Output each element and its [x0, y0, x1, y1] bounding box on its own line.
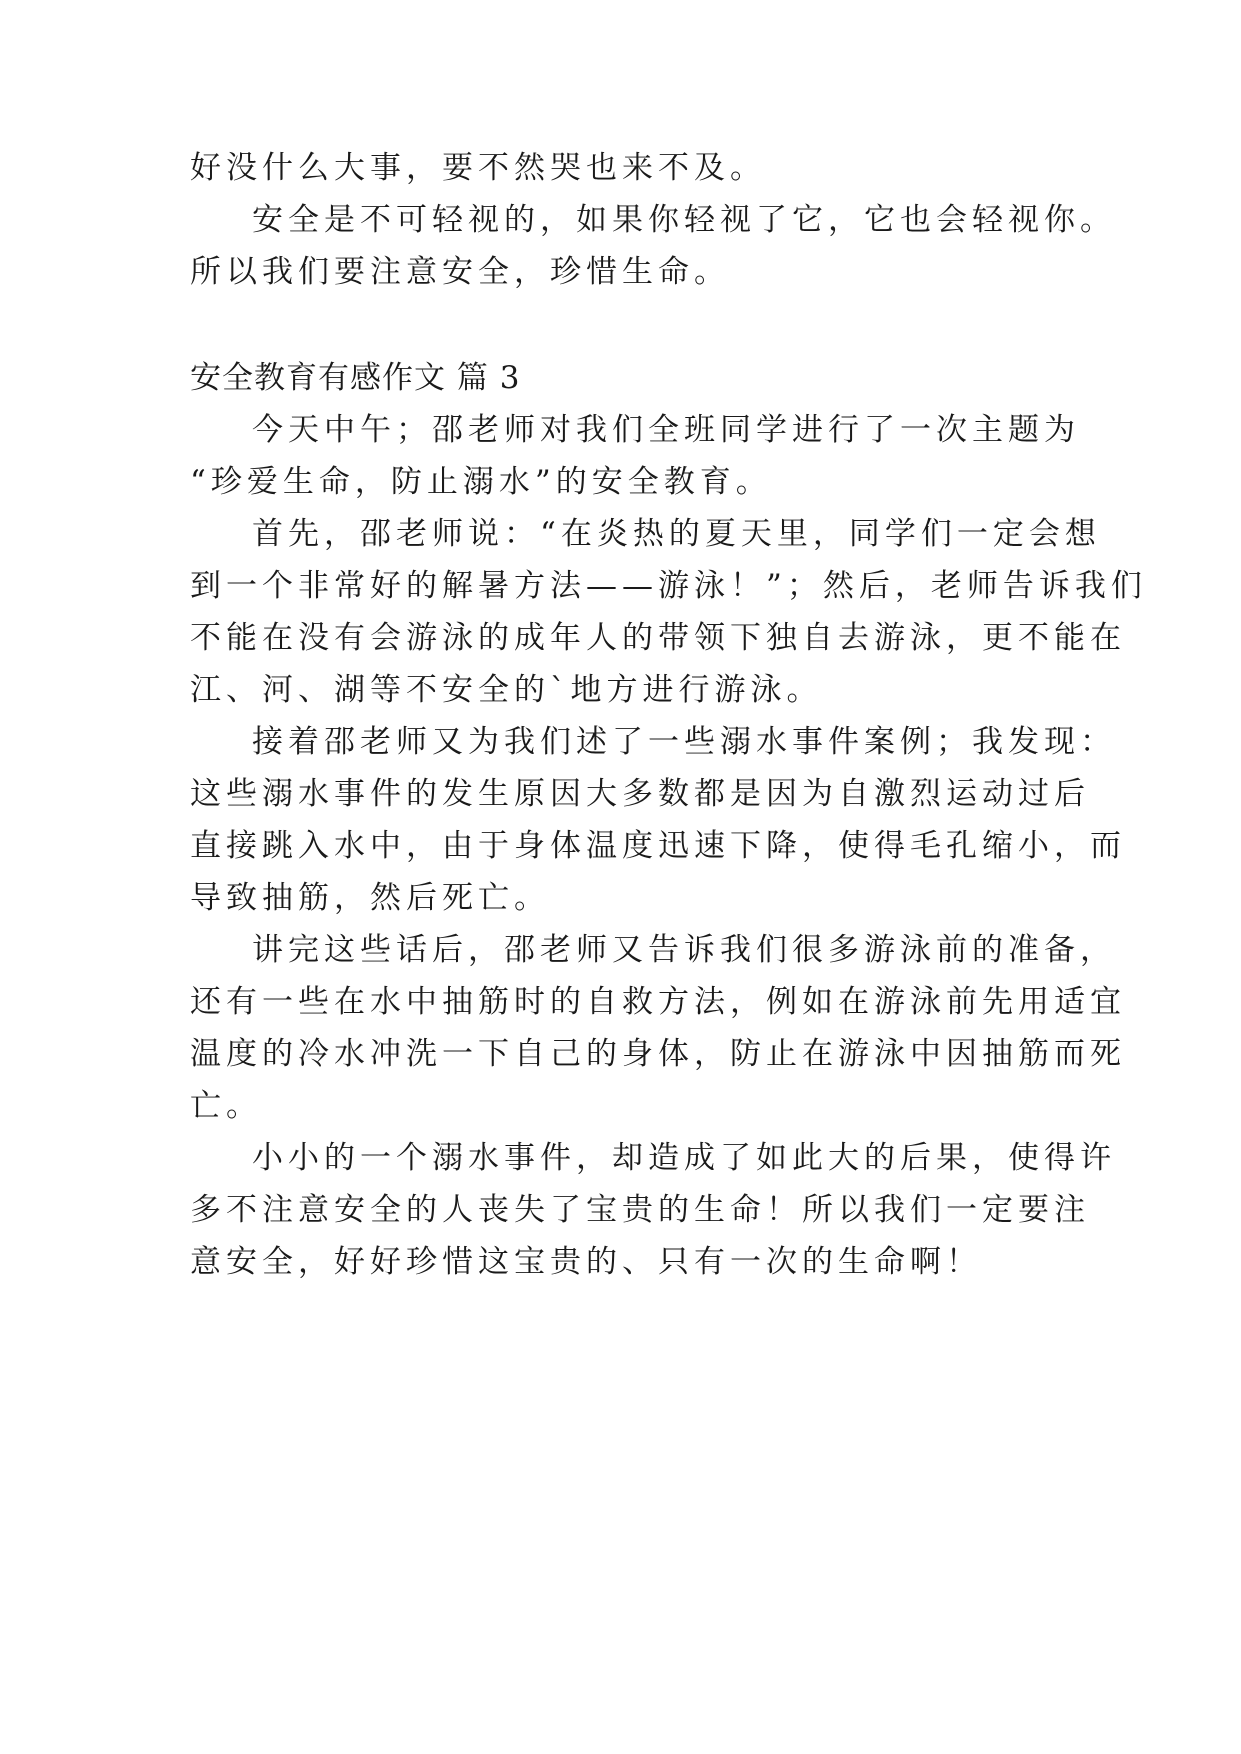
paragraph-line: 讲完这些话后，邵老师又告诉我们很多游泳前的准备， — [252, 932, 1116, 968]
paragraph-line: 到一个非常好的解暑方法——游泳！”；然后，老师告诉我们 — [190, 568, 1147, 604]
paragraph-line: 好没什么大事，要不然哭也来不及。 — [190, 150, 766, 186]
paragraph-line: 这些溺水事件的发生原因大多数都是因为自激烈运动过后 — [190, 776, 1090, 812]
paragraph-line: 直接跳入水中，由于身体温度迅速下降，使得毛孔缩小，而 — [190, 828, 1126, 864]
paragraph-line: “珍爱生命，防止溺水”的安全教育。 — [190, 464, 772, 500]
paragraph-line: 多不注意安全的人丧失了宝贵的生命！所以我们一定要注 — [190, 1192, 1090, 1228]
paragraph-line: 意安全，好好珍惜这宝贵的、只有一次的生命啊！ — [190, 1244, 982, 1280]
paragraph-line: 小小的一个溺水事件，却造成了如此大的后果，使得许 — [252, 1140, 1116, 1176]
paragraph-line: 安全是不可轻视的，如果你轻视了它，它也会轻视你。 — [252, 202, 1116, 238]
section-title: 安全教育有感作文 篇 3 — [190, 360, 521, 396]
paragraph-line: 所以我们要注意安全，珍惜生命。 — [190, 254, 730, 290]
paragraph-line: 首先，邵老师说：“在炎热的夏天里，同学们一定会想 — [252, 516, 1101, 552]
paragraph-line: 导致抽筋，然后死亡。 — [190, 880, 550, 916]
paragraph-line: 江、河、湖等不安全的`地方进行游泳。 — [190, 672, 823, 708]
paragraph-line: 还有一些在水中抽筋时的自救方法，例如在游泳前先用适宜 — [190, 984, 1126, 1020]
paragraph-line: 接着邵老师又为我们述了一些溺水事件案例；我发现： — [252, 724, 1116, 760]
paragraph-line: 不能在没有会游泳的成年人的带领下独自去游泳，更不能在 — [190, 620, 1126, 656]
paragraph-line: 亡。 — [190, 1088, 262, 1124]
paragraph-line: 温度的冷水冲洗一下自己的身体，防止在游泳中因抽筋而死 — [190, 1036, 1126, 1072]
paragraph-line: 今天中午；邵老师对我们全班同学进行了一次主题为 — [252, 412, 1080, 448]
